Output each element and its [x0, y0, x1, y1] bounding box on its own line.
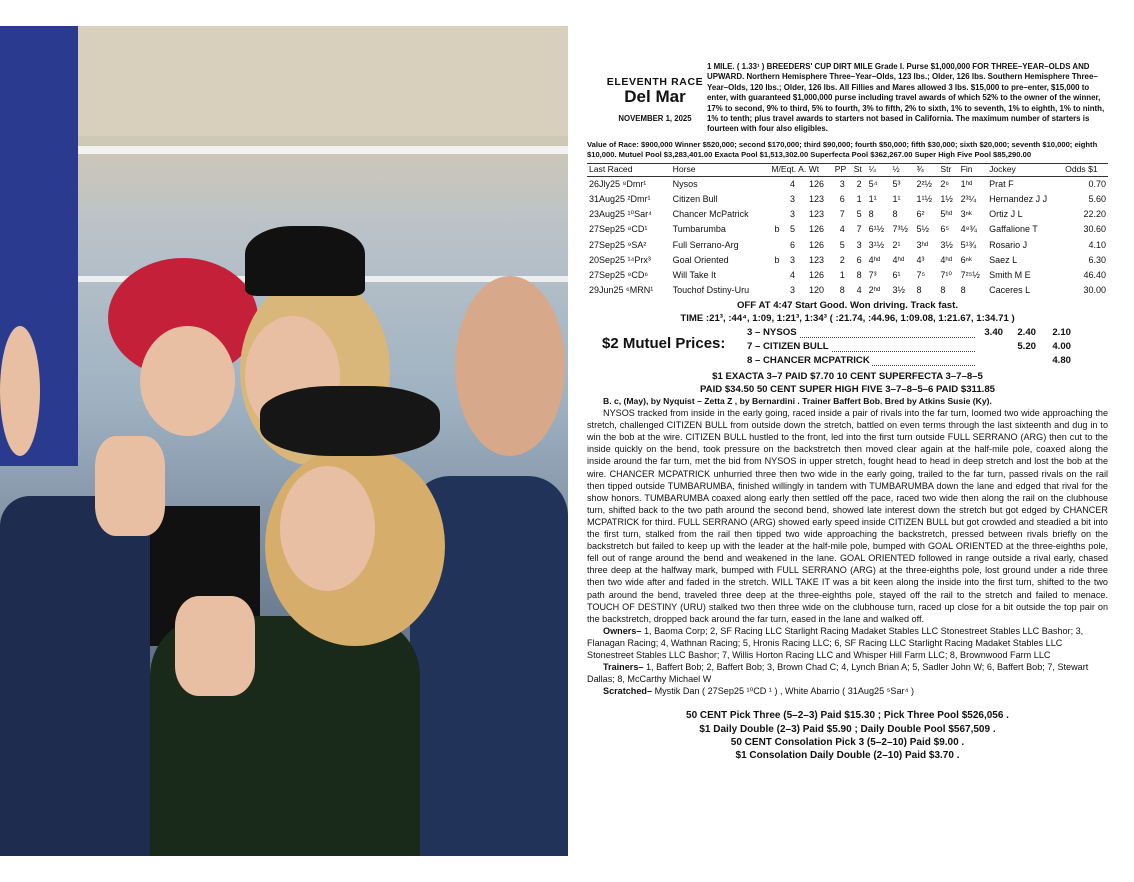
- cell-age: 6: [789, 239, 795, 250]
- trainers-line: Trainers– 1, Baffert Bob; 2, Baffert Bob; 3, Brown Chad C; 4, Lynch Brian A; 5, Sadler John W; 6, Baffert Bob; 7, Stewart Dallas; 8, McCarthy Michael W: [587, 662, 1089, 685]
- cell-st: 1: [856, 193, 862, 204]
- cell-odds: 5.60: [1088, 193, 1106, 204]
- time-line: TIME :21³, :44⁴, 1:09, 1:21³, 1:34³ ( :21.74, :44.96, 1:09.08, 1:21.67, 1:34.71 ): [680, 312, 1015, 324]
- mutuel-prices: $2 Mutuel Prices: 3 – NYSOS 3.40 2.40 2.10 7 – CITIZEN BULL 5.20 4.00 8 – CHANCER MCPATRICK 4.80: [602, 326, 1071, 366]
- cell-last: 27Sep25 ⁹SA²: [589, 239, 647, 250]
- cell-last: 31Aug25 ²Dmr¹: [589, 193, 651, 204]
- cell-q2: 6¹: [892, 269, 901, 280]
- cell-horse: Full Serrano-Arg: [672, 239, 739, 250]
- girl-face: [280, 466, 375, 591]
- cell-eqt: [769, 268, 784, 283]
- cell-pp: 1: [839, 269, 845, 280]
- cell-odds: 46.40: [1083, 269, 1106, 280]
- col-last-raced: Last Raced: [587, 164, 671, 177]
- pick-three: 50 CENT Pick Three (5–2–3) Paid $15.30 ; Pick Three Pool $526,056 .: [686, 710, 1009, 722]
- col-half: ½: [891, 164, 915, 177]
- cell-odds: 22.20: [1083, 209, 1106, 220]
- cell-wt: 126: [808, 269, 824, 280]
- cell-fin: 7²⁵½: [960, 269, 980, 280]
- cell-q3: 1¹½: [916, 193, 932, 204]
- cell-q1: 6¹½: [868, 224, 885, 235]
- col-eqt-age-wt: M/Eqt. A. Wt: [769, 164, 832, 177]
- cell-odds: 6.30: [1088, 254, 1106, 265]
- cell-fin: 6ⁿᵏ: [960, 254, 972, 265]
- mutuel-label: $2 Mutuel Prices:: [602, 334, 726, 352]
- cell-horse: Will Take It: [672, 269, 716, 280]
- person-left-face: [0, 326, 40, 456]
- black-hat: [245, 226, 365, 296]
- cell-pp: 7: [839, 209, 845, 220]
- col-odds: Odds $1: [1063, 164, 1108, 177]
- exotic-payoffs: $1 EXACTA 3–7 PAID $7.70 10 CENT SUPERFECTA 3–7–8–5: [712, 370, 983, 382]
- cell-horse: Touchof Dstiny-Uru: [672, 285, 750, 296]
- cell-horse: Tumbarumba: [672, 224, 726, 235]
- cell-horse: Nysos: [672, 178, 698, 189]
- wager-summary: [587, 709, 1108, 762]
- table-row: [587, 283, 1108, 298]
- cell-pp: 3: [839, 178, 845, 189]
- cell-q1: 7³: [868, 269, 877, 280]
- cell-wt: 126: [808, 239, 824, 250]
- cell-jockey: Gaffalione T: [989, 224, 1038, 235]
- cell-jockey: Ortiz J L: [989, 209, 1023, 220]
- breeding-line: B. c, (May), by Nyquist – Zetta Z , by Bernardini . Trainer Baffert Bob. Bred by Atkins Susie (Ky).: [603, 395, 992, 406]
- race-conditions: 1 MILE. ( 1.33¹ ) BREEDERS' CUP DIRT MILE Grade I. Purse $1,000,000 FOR THREE–YEAR–OLDS AND UPWARD. Northern Hemisphere Three–Year–Olds, 123 lbs.; Older, 126 lbs. Southern Hemisphere Three–Year–Olds, 120 lbs.; Older, 126 lbs. All Fillies and Mares allowed 3 lbs. $15,000 to pre–enter, $15,000 to enter, with guaranteed $1,000,000 purse including travel awards of which 52% to the owner of the winner, 17% to second, 9% to third, 5% to fourth, 3% to fifth, 2% to sixth, 1% to seventh, 1% to eighth, 1% to ninth, 1% to tenth; plus travel awards to starters not based in California. The maximum number of starters is fourteen with four also eligibles.: [707, 62, 1105, 134]
- cell-st: 3: [856, 239, 862, 250]
- cell-jockey: Hernandez J J: [989, 193, 1048, 204]
- cell-jockey: Smith M E: [989, 269, 1031, 280]
- cell-eqt: b: [774, 254, 780, 265]
- cell-str: 2⁶: [940, 178, 950, 189]
- cell-horse: Goal Oriented: [672, 254, 729, 265]
- cell-str: 4ʰᵈ: [940, 254, 953, 265]
- cell-fin: 3ⁿᵏ: [960, 209, 972, 220]
- cell-st: 2: [856, 178, 862, 189]
- exotic-payoffs: PAID $34.50 50 CENT SUPER HIGH FIVE 3–7–8–5–6 PAID $311.85: [699, 383, 996, 395]
- col-jockey: Jockey: [987, 164, 1063, 177]
- cell-q3: 7⁵: [916, 269, 926, 280]
- cell-last: 27Sep25 ⁸CD¹: [589, 224, 648, 235]
- cell-pp: 2: [839, 254, 845, 265]
- cell-jockey: Caceres L: [989, 285, 1031, 296]
- table-row: [587, 207, 1108, 222]
- cell-fin: 5¹¾: [960, 239, 977, 250]
- cell-q1: 5⁴: [868, 178, 878, 189]
- cell-jockey: Rosario J: [989, 239, 1028, 250]
- cell-odds: 0.70: [1088, 178, 1106, 189]
- cell-str: 7¹⁰: [940, 269, 952, 280]
- cell-eqt: [769, 192, 784, 207]
- cell-age: 3: [789, 285, 795, 296]
- cell-q1: 1¹: [868, 193, 877, 204]
- cell-q1: 3¹½: [868, 239, 885, 250]
- race-chart: [587, 62, 1108, 762]
- owners-line: Owners– 1, Baoma Corp; 2, SF Racing LLC Starlight Racing Madaket Stables LLC Stonestreet Stables LLC Bashor; 3, Flanagan Racing; 4, Wathnan Racing; 5, Hronis Racing LLC; 6, SF Racing LLC Starlight Racing Madaket Stables LLC Stonestreet Stables LLC Bashor; 7, Willis Horton Racing LLC and Whisper Hill Farm LLC; 8, Brownwood Farm LLC: [587, 625, 1084, 660]
- col-three-quarter: ¾: [914, 164, 938, 177]
- cell-odds: 4.10: [1088, 239, 1106, 250]
- col-horse: Horse: [671, 164, 770, 177]
- cell-q1: 4ʰᵈ: [868, 254, 881, 265]
- cell-q1: 8: [868, 209, 874, 220]
- cell-st: 7: [856, 224, 862, 235]
- black-bow-hat: [260, 386, 440, 456]
- cell-q2: 7³½: [892, 224, 909, 235]
- cell-eqt: [769, 207, 784, 222]
- col-pp: PP: [833, 164, 852, 177]
- fence-rail: [78, 146, 568, 154]
- cell-q2: 1¹: [892, 193, 901, 204]
- table-row: [587, 223, 1108, 238]
- cell-last: 23Aug25 ¹⁰Sar⁴: [589, 209, 653, 220]
- cell-q2: 2¹: [892, 239, 901, 250]
- consolation-daily-double: $1 Consolation Daily Double (2–10) Paid $3.70 .: [735, 749, 960, 761]
- scratched-line: Scratched– Mystik Dan ( 27Sep25 ¹⁰CD ¹ ) , White Abarrio ( 31Aug25 ⁵Sar⁴ ): [603, 686, 915, 697]
- table-row: [587, 253, 1108, 268]
- cell-st: 8: [856, 269, 862, 280]
- cell-last: 29Jun25 ⁶MRN¹: [589, 285, 654, 296]
- cell-q3: 8: [916, 285, 922, 296]
- cell-q3: 3ʰᵈ: [916, 239, 929, 250]
- man-right-face: [455, 276, 565, 456]
- cell-age: 5: [789, 224, 795, 235]
- cell-age: 4: [789, 178, 795, 189]
- table-row: [587, 177, 1108, 193]
- col-finish: Fin: [959, 164, 988, 177]
- cell-q2: 3½: [892, 285, 906, 296]
- table-row: [587, 238, 1108, 253]
- person-left-suit: [0, 496, 150, 856]
- cell-pp: 8: [839, 285, 845, 296]
- cell-age: 3: [789, 254, 795, 265]
- cell-str: 1½: [940, 193, 953, 204]
- cell-fin: 4⁸¾: [960, 224, 977, 235]
- cell-q2: 4ʰᵈ: [892, 254, 905, 265]
- cell-wt: 126: [808, 178, 824, 189]
- race-number: ELEVENTH RACE: [606, 76, 704, 88]
- consolation-pick-three: 50 CENT Consolation Pick 3 (5–2–10) Paid $9.00 .: [730, 736, 965, 748]
- cell-str: 3½: [940, 239, 953, 250]
- cell-last: 20Sep25 ¹⁴Prx³: [589, 254, 651, 265]
- cell-wt: 126: [808, 224, 824, 235]
- off-line: OFF AT 4:47 Start Good. Won driving. Track fast.: [736, 299, 959, 311]
- cell-pp: 4: [839, 224, 845, 235]
- clapping-hands: [95, 436, 165, 536]
- cell-odds: 30.00: [1083, 285, 1106, 296]
- cell-q1: 2ʰᵈ: [868, 285, 881, 296]
- cell-fin: 8: [960, 285, 966, 296]
- cell-str: 6⁵: [940, 224, 950, 235]
- cell-q2: 5³: [892, 178, 901, 189]
- cell-eqt: b: [774, 224, 780, 235]
- race-header: [587, 62, 1108, 140]
- cell-pp: 5: [839, 239, 845, 250]
- cell-eqt: [769, 238, 784, 253]
- grandstand-background: [78, 26, 568, 136]
- col-stretch: Str: [938, 164, 958, 177]
- cell-horse: Citizen Bull: [672, 193, 718, 204]
- table-row: [587, 192, 1108, 207]
- winners-circle-photo: [0, 26, 568, 856]
- cell-str: 5ʰᵈ: [940, 209, 953, 220]
- laughing-woman-face: [140, 326, 235, 436]
- cell-pp: 6: [839, 193, 845, 204]
- cell-odds: 30.60: [1083, 224, 1106, 235]
- cell-wt: 123: [808, 193, 824, 204]
- cell-jockey: Prat F: [989, 178, 1014, 189]
- cell-age: 3: [789, 209, 795, 220]
- clapping-hands: [175, 596, 255, 696]
- cell-last: 27Sep25 ⁸CD⁶: [589, 269, 649, 280]
- cell-jockey: Saez L: [989, 254, 1018, 265]
- cell-q3: 4³: [916, 254, 925, 265]
- cell-wt: 123: [808, 209, 824, 220]
- daily-double: $1 Daily Double (2–3) Paid $5.90 ; Daily Double Pool $567,509 .: [699, 723, 996, 735]
- value-of-race: Value of Race: $900,000 Winner $520,000; second $170,000; third $90,000; fourth $50,000; fifth $30,000; sixth $20,000; seventh $10,000; eighth $10,000. Mutuel Pool $3,283,401.00 Exacta Pool $1,513,302.00 Superfecta Pool $362,267.00 Super High Five Pool $85,290.00: [587, 140, 1098, 159]
- cell-q2: 8: [892, 209, 898, 220]
- table-row: [587, 268, 1108, 283]
- table-header-row: [587, 164, 1108, 177]
- cell-horse: Chancer McPatrick: [672, 209, 749, 220]
- cell-q3: 5½: [916, 224, 929, 235]
- cell-st: 5: [856, 209, 862, 220]
- race-comment: NYSOS tracked from inside in the early going, raced inside a pair of rivals into the far turn, loomed two wide approaching the stretch, challenged CITIZEN BULL from outside down the stretch, battled on even terms through the last sixteenth and dug in to win the bob at the wire. CITIZEN BULL hustled to the front, led into the first turn outside FULL SERRANO (ARG) then cut to the inside quickly on the bend, took pressure on the backstretch then moved clear again at the half-mile pole, coaxed along the inside around the far turn, met the bid from NYSOS in upper stretch, fought head to head in deep stretch and lost the bob at the wire. CHANCER MCPATRICK unhurried three then two wide in the early going, trailed to the far turn, passed rivals on the rail then tipped outside TUMBARUMBA, finished willingly in tandem with TUMBARUMBA down the lane and edged that rival for the show honors. TUMBARUMBA coaxed along early then settled off the pace, raced two wide then along the rail on the clubhouse turn, shifted back to the two path around the second bend, showed late interest down the stretch but got edged by CHANCER MCPATRICK for third. FULL SERRANO (ARG) showed early speed inside CITIZEN BULL but got crowded and steadied a bit into the first turn, stalked from the rail then tipped two wide approaching the backstretch, pressed between rivals briefly on the backstretch but failed to keep up with the leader at the half-mile pole, bumped with GOAL ORIENTED at the three-eighths pole, fell out of range around the bend and weakened in the lane. GOAL ORIENTED followed in range outside a rival early, chased three deep at the halfway mark, bumped with FULL SERRANO (ARG) at the three-eighths pole, lost ground under a ride three then two wide after and faded in the stretch. WILL TAKE IT was a bit keen along the inside into the first turn, shifted to the two path around the bend, traveled three deep at the three-eighths pole, stayed off the rail to the stretch and failed to menace. TOUCH OF DESTINY (URU) stalked two then three wide on the clubhouse turn, raced up close for a bit outside the top pair on the backstretch, dropped back around the far turn, eased in the lane and walked off.: [587, 408, 1108, 624]
- race-date: NOVEMBER 1, 2025: [618, 114, 692, 123]
- cell-eqt: [769, 177, 784, 193]
- col-quarter: ¼: [867, 164, 891, 177]
- col-st: St: [852, 164, 867, 177]
- cell-q3: 6²: [916, 209, 925, 220]
- cell-st: 4: [856, 285, 862, 296]
- cell-wt: 123: [808, 254, 824, 265]
- results-table: [587, 163, 1108, 299]
- cell-fin: 2³¼: [960, 193, 977, 204]
- cell-q3: 2²½: [916, 178, 932, 189]
- cell-str: 8: [940, 285, 946, 296]
- cell-st: 6: [856, 254, 862, 265]
- cell-age: 3: [789, 193, 795, 204]
- cell-last: 26Jly25 ⁸Dmr¹: [589, 178, 647, 189]
- cell-fin: 1ʰᵈ: [960, 178, 973, 189]
- cell-eqt: [769, 283, 784, 298]
- track-name: Del Mar: [624, 87, 686, 106]
- cell-wt: 120: [808, 285, 824, 296]
- cell-age: 4: [789, 269, 795, 280]
